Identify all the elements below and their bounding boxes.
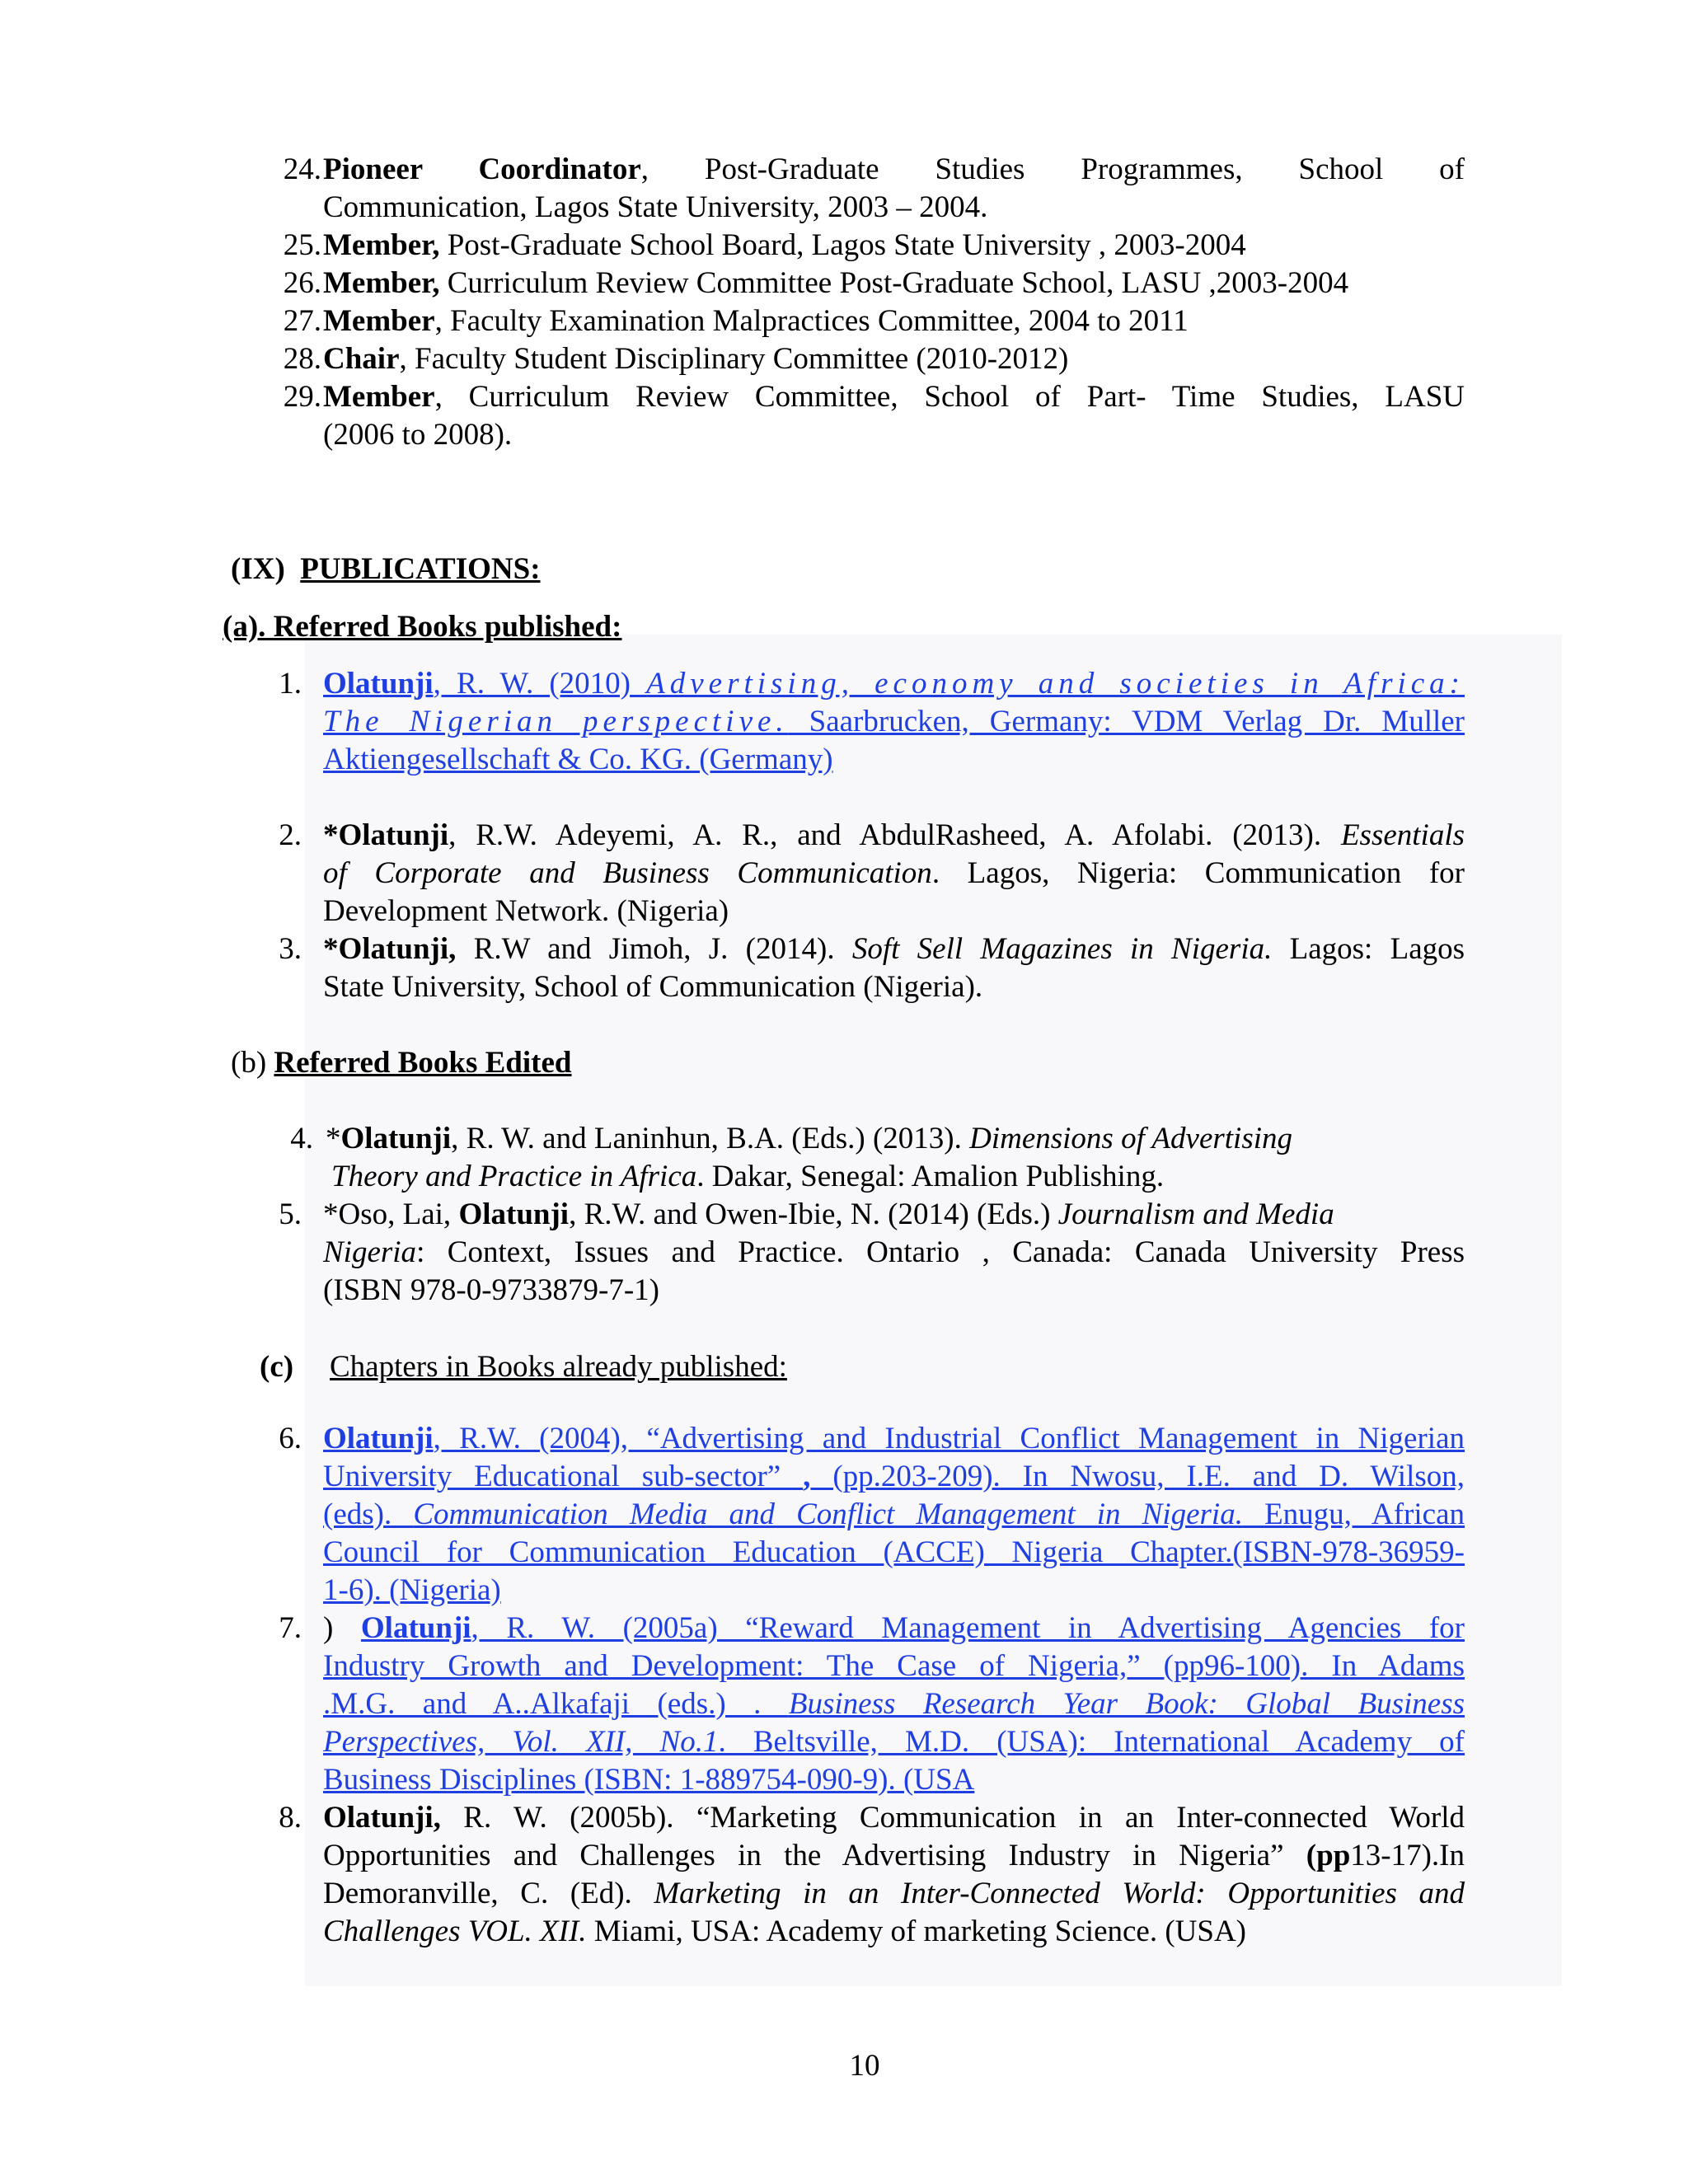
- item-text: Member, Curriculum Review Committee Post-Graduate School, LASU ,2003-2004: [323, 266, 1349, 300]
- publications-heading: [231, 551, 541, 588]
- item-number: 26.: [283, 266, 321, 300]
- item-number: 2.: [279, 818, 302, 852]
- item-number: 27.: [283, 304, 321, 338]
- heading-number: (IX): [231, 552, 285, 586]
- heading-title: PUBLICATIONS:: [300, 552, 541, 586]
- item-text: Member, Curriculum Review Committee, School of Part- Time Studies, LASU: [323, 380, 1465, 414]
- item-text: (2006 to 2008).: [323, 418, 513, 452]
- item-number: 29.: [283, 380, 321, 414]
- item-text: Pioneer Coordinator, Post-Graduate Studies Programmes, School of: [323, 152, 1465, 186]
- item-number: 7.: [279, 1611, 302, 1645]
- item-text: Chair, Faculty Student Disciplinary Committee (2010-2012): [323, 342, 1069, 376]
- item-text: Member, Faculty Examination Malpractices Committee, 2004 to 2011: [323, 304, 1189, 338]
- publication-link[interactable]: Olatunji, R.W. (2004), “Advertising and Industrial Conflict Management in Nigerian: [323, 1422, 1465, 1455]
- item-number: 24.: [283, 152, 321, 186]
- page-number: 10: [849, 2049, 880, 2083]
- item-text: Member, Post-Graduate School Board, Lagos State University , 2003-2004: [323, 228, 1246, 262]
- item-number: 1.: [279, 667, 302, 701]
- item-number: 8.: [279, 1801, 302, 1835]
- document-page: 24. Pioneer Coordinator, Post-Graduate Studies Programmes, School of Communication, Lagos State University, 2003 – 2004. 25. Member, Post-Graduate School Board, Lagos State University , 2003-2004 26. Member, Curriculum Review Committee Post-Graduate School, LASU ,2003-2004 27. Member, Faculty Examination Malpractices Committee, 2004 to 2011 28. Chair, Faculty Student Disciplinary Committee (2010-2012) 29. Member, Curriculum Review Committee, School of Part- Time Studies, LASU (2006 to 2008). (IX) PUBLICATIONS: (a). Referred Books published: 1. Olatunji, R. W. (2010) Advertising, economy and societies in Africa: The Nigerian perspective. Saarbrucken, Germany: VDM Verlag Dr. Muller Aktiengesellschaft & Co. KG. (Germany) 2. *Olatunji, R.W. Adeyemi, A. R., and AbdulRasheed, A. Afolabi. (2013). Essentials of Corporate and Business Communication. Lagos, Nigeria: Communication for Development Network. (Nigeria) 3. *Olatunji, R.W and Jimoh, J. (2014). Soft Sell Magazines in Nigeria. Lagos: Lagos State University, School of Communication (Nigeria). (b) Referred Books Edited 4. *Olatunji, R. W. and Laninhun, B.A. (Eds.) (2013). Dimensions of Advertising Theory and Practice in Africa. Dakar, Senegal: Amalion Publishing. 5. *Oso, Lai, Olatunji, R.W. and Owen-Ibie, N. (2014) (Eds.) Journalism and Media Nigeria: Context, Issues and Practice. Ontario , Canada: Canada University Press (ISBN 978-0-9733879-7-1) (c) Chapters in Books already published: 6. Olatunji, R.W. (2004), “Advertising and Industrial Conflict Management in Nigerian University Educational sub-sector” , (pp.203-209). In Nwosu, I.E. and D. Wilson, (eds). Communication Media and Conflict Management in Nigeria. Enugu, African Council for Communication Education (ACCE) Nigeria Chapter.(ISBN-978-36959- 1-6). (Nigeria) 7. ) Olatunji, R. W. (2005a) “Reward Management in Advertising Agencies for Industry Growth and Development: The Case of Nigeria,” (pp96-100). In Adams .M.G. and A..Alkafaji (eds.) . Business Research Year Book: Global Business Perspectives, Vol. XII, No.1. Beltsville, M.D. (USA): International Academy of Business Disciplines (ISBN: 1-889754-090-9). (USA 8. Olatunji, R. W. (2005b). “Marketing Communication in an Inter-connected World Opportunities and Challenges in the Advertising Industry in Nigeria” (pp13-17).In Demoranville, C. (Ed). Marketing in an Inter-Connected World: Opportunities and Challenges VOL. XII. Miami, USA: Academy of marketing Science. (USA) 10: [0, 0, 1688, 2184]
- publication-link[interactable]: Olatunji, R. W. (2010) Advertising, economy and societies in Africa:: [323, 667, 1465, 701]
- item-number: 3.: [279, 932, 302, 966]
- section-b-heading: (b) Referred Books Edited: [231, 1046, 572, 1080]
- item-number: 6.: [279, 1422, 302, 1455]
- item-text: Communication, Lagos State University, 2003 – 2004.: [323, 190, 988, 224]
- item-number: 4.: [290, 1122, 313, 1155]
- section-a-heading: (a). Referred Books published:: [223, 610, 622, 644]
- item-number: 25.: [283, 228, 321, 262]
- item-number: 28.: [283, 342, 321, 376]
- item-number: 5.: [279, 1197, 302, 1231]
